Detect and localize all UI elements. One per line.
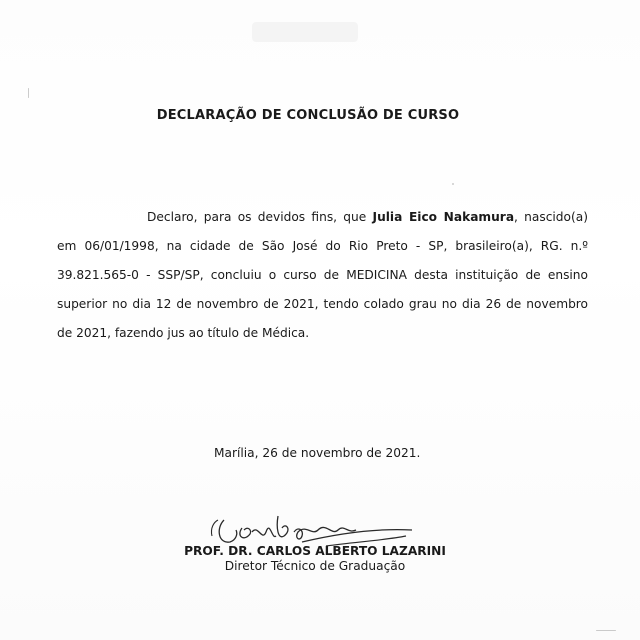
student-name: Julia Eico Nakamura [372,210,515,224]
paper-speck [28,88,29,98]
institution-logo-watermark [250,18,360,46]
declaration-body [57,203,588,348]
body-intro: Declaro, para os devidos fins, que [147,210,373,224]
signer-name: PROF. DR. CARLOS ALBERTO LAZARINI [184,544,446,558]
body-rest: , nascido(a) em 06/01/1998, na cidade de São José do Rio Preto - SP, brasileiro(a), RG. n.º 39.821.565-0 - SSP/SP, concluiu o curso de MEDICINA desta instituição de ensino superior no dia 12 de novembro de 2021, tendo colado grau no dia 26 de novembro de 2021, fazendo jus ao título de Médica. [57,210,588,340]
paper-speck [452,183,454,185]
signer-role: Diretor Técnico de Graduação [224,559,406,573]
document-title: DECLARAÇÃO DE CONCLUSÃO DE CURSO [156,108,460,123]
paper-speck [596,630,616,631]
place-and-date: Marília, 26 de novembro de 2021. [214,446,421,460]
